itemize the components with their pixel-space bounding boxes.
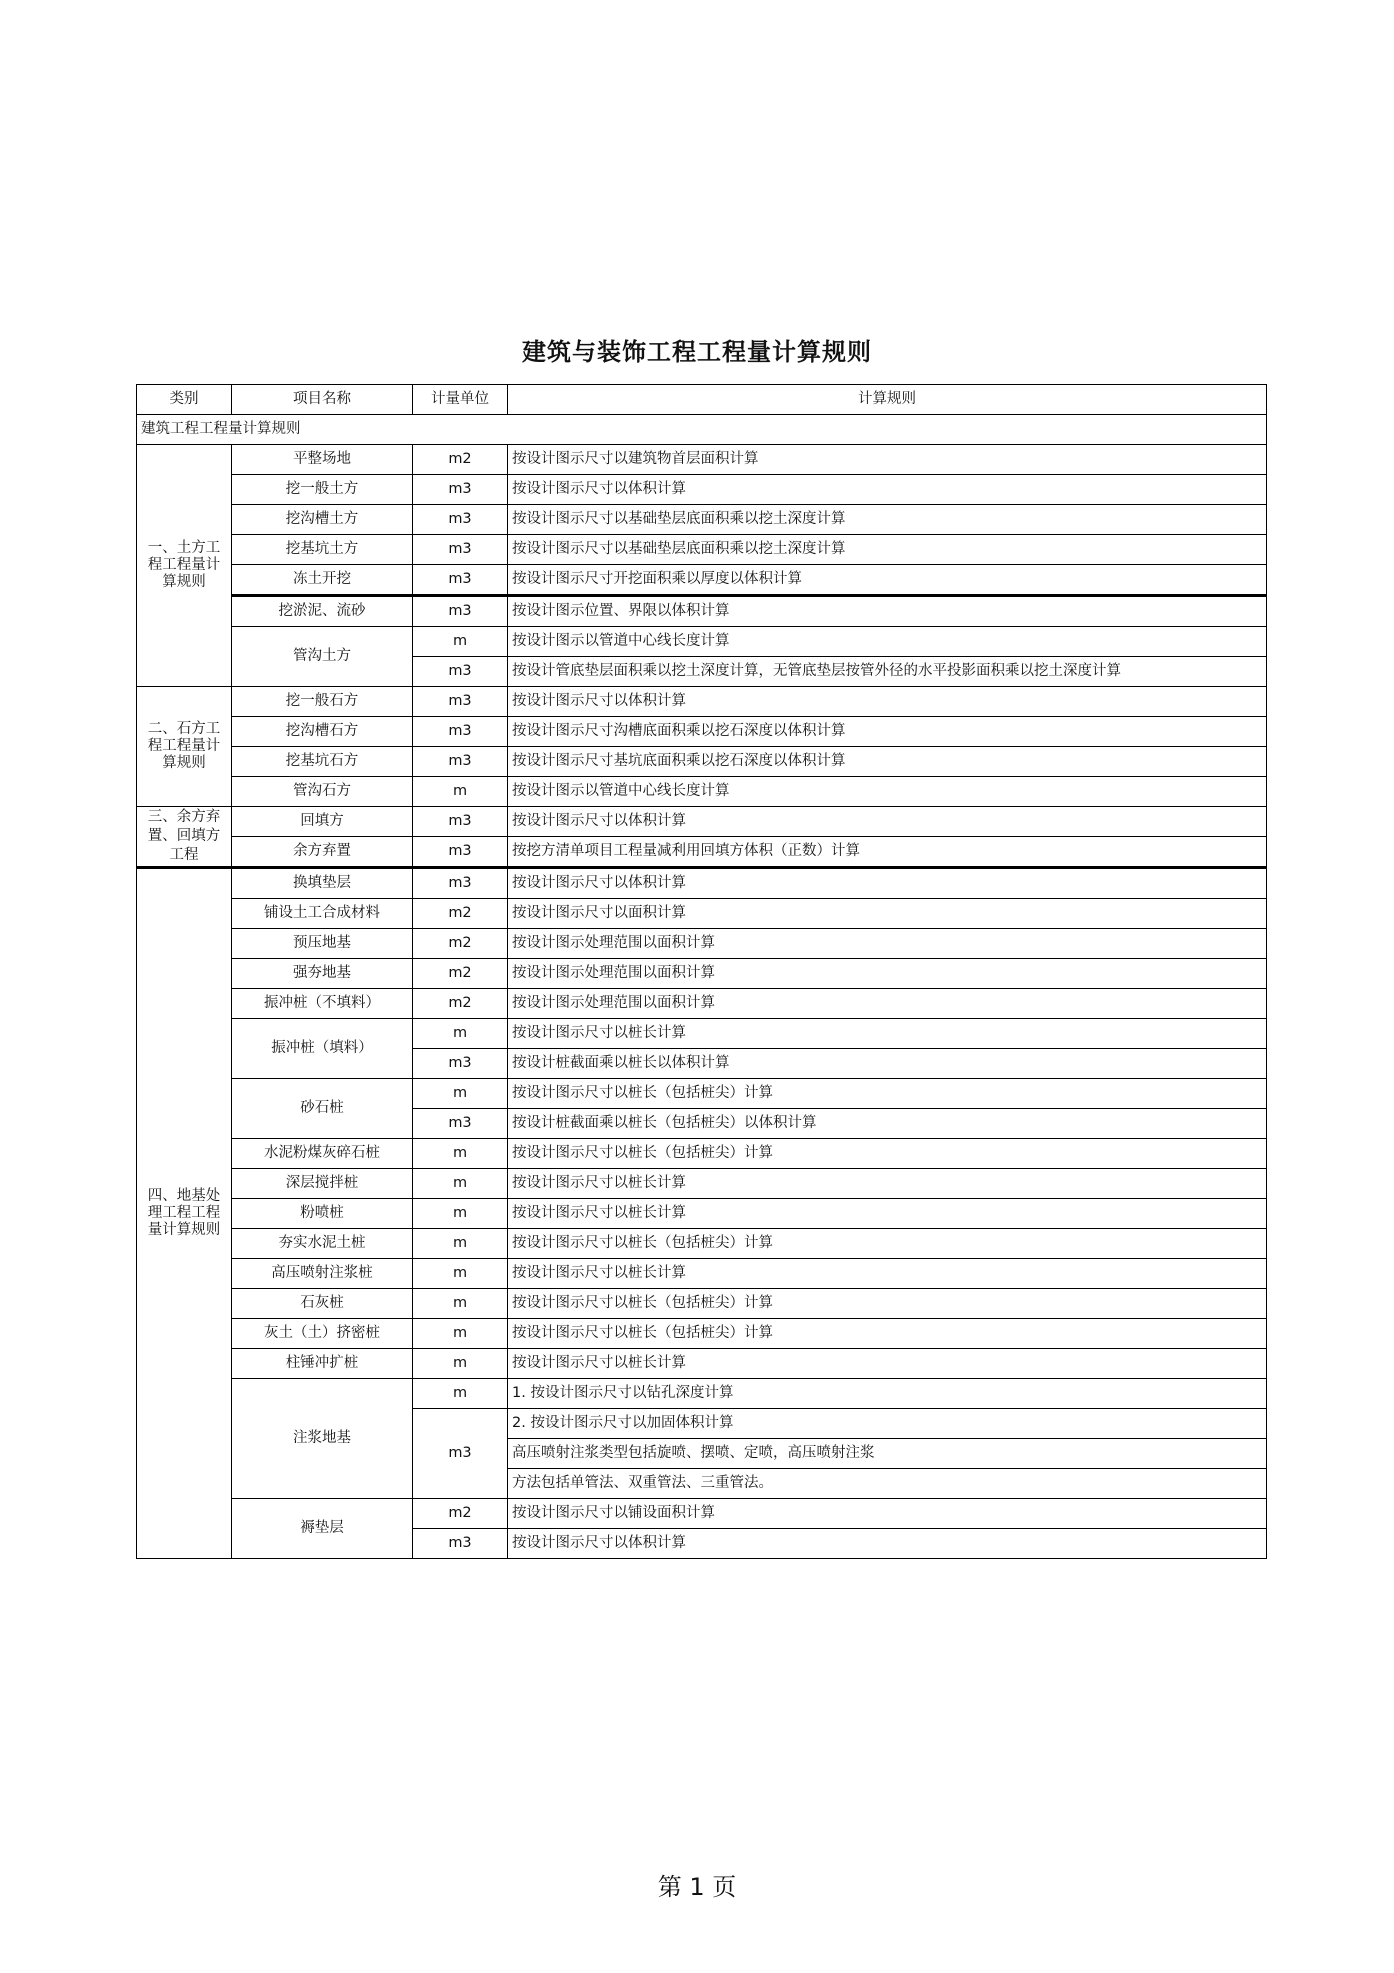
- header-rule: 计算规则: [508, 385, 1267, 415]
- table-row: [137, 777, 1267, 807]
- section-row: [137, 415, 1267, 445]
- table-row: [137, 505, 1267, 535]
- item-rule: 按设计图示尺寸以桩长（包括桩尖）计算: [508, 1319, 1267, 1349]
- item-rule: 高压喷射注浆类型包括旋喷、摆喷、定喷，高压喷射注浆: [508, 1439, 1267, 1469]
- item-name: 挖沟槽土方: [232, 505, 413, 535]
- item-name: 换填垫层: [232, 868, 413, 899]
- table-row: [137, 1169, 1267, 1199]
- item-rule: 按设计图示尺寸以体积计算: [508, 868, 1267, 899]
- item-unit: m: [413, 1079, 508, 1109]
- item-name: 挖基坑土方: [232, 535, 413, 565]
- item-name: 灰土（土）挤密桩: [232, 1319, 413, 1349]
- table-row: [137, 1079, 1267, 1109]
- item-rule: 按设计图示尺寸以桩长计算: [508, 1199, 1267, 1229]
- item-rule: 按设计图示处理范围以面积计算: [508, 929, 1267, 959]
- item-unit: m3: [413, 1049, 508, 1079]
- item-name: 高压喷射注浆桩: [232, 1259, 413, 1289]
- category-backfill: 三、余方弃置、回填方工程: [137, 807, 232, 868]
- table-row: [137, 747, 1267, 777]
- header-item-name: 项目名称: [232, 385, 413, 415]
- table-row: [137, 1229, 1267, 1259]
- table-row: [137, 959, 1267, 989]
- table-row: [137, 868, 1267, 899]
- item-rule: 按设计图示尺寸以桩长计算: [508, 1169, 1267, 1199]
- item-unit: m3: [413, 1409, 508, 1499]
- table-row: [137, 1499, 1267, 1529]
- item-name: 平整场地: [232, 445, 413, 475]
- item-name: 预压地基: [232, 929, 413, 959]
- item-rule: 按设计管底垫层面积乘以挖土深度计算，无管底垫层按管外径的水平投影面积乘以挖土深度计算: [508, 657, 1267, 687]
- item-rule: 1. 按设计图示尺寸以钻孔深度计算: [508, 1379, 1267, 1409]
- item-name: 管沟土方: [232, 627, 413, 687]
- item-unit: m3: [413, 868, 508, 899]
- item-name: 挖一般石方: [232, 687, 413, 717]
- item-name: 挖一般土方: [232, 475, 413, 505]
- item-name: 砂石桩: [232, 1079, 413, 1139]
- page-number: 第 1 页: [657, 1873, 737, 1901]
- item-unit: m3: [413, 837, 508, 868]
- item-unit: m: [413, 1349, 508, 1379]
- item-rule: 按设计图示尺寸以建筑物首层面积计算: [508, 445, 1267, 475]
- table-row: [137, 1349, 1267, 1379]
- item-rule: 按设计图示以管道中心线长度计算: [508, 777, 1267, 807]
- item-unit: m3: [413, 1109, 508, 1139]
- item-rule: 按设计图示尺寸以面积计算: [508, 899, 1267, 929]
- item-rule: 按设计图示尺寸以体积计算: [508, 687, 1267, 717]
- item-unit: m3: [413, 535, 508, 565]
- table-row: [137, 475, 1267, 505]
- item-rule: 方法包括单管法、双重管法、三重管法。: [508, 1469, 1267, 1499]
- item-unit: m: [413, 777, 508, 807]
- item-name: 挖淤泥、流砂: [232, 596, 413, 627]
- table-row: [137, 1019, 1267, 1049]
- table-row: [137, 535, 1267, 565]
- item-rule: 按设计图示尺寸以体积计算: [508, 1529, 1267, 1559]
- table-row: [137, 1199, 1267, 1229]
- item-rule: 按设计图示尺寸开挖面积乘以厚度以体积计算: [508, 565, 1267, 596]
- table-row: [137, 929, 1267, 959]
- rules-table: [136, 384, 1267, 1559]
- table-row: [137, 899, 1267, 929]
- item-rule: 按设计图示尺寸以桩长（包括桩尖）计算: [508, 1229, 1267, 1259]
- item-rule: 按设计桩截面乘以桩长（包括桩尖）以体积计算: [508, 1109, 1267, 1139]
- item-unit: m3: [413, 475, 508, 505]
- table-row: [137, 1379, 1267, 1409]
- header-unit: 计量单位: [413, 385, 508, 415]
- item-unit: m2: [413, 899, 508, 929]
- item-name: 余方弃置: [232, 837, 413, 868]
- item-rule: 按设计图示以管道中心线长度计算: [508, 627, 1267, 657]
- item-rule: 按设计图示尺寸以基础垫层底面积乘以挖土深度计算: [508, 505, 1267, 535]
- item-unit: m3: [413, 687, 508, 717]
- item-unit: m3: [413, 596, 508, 627]
- category-foundation: 四、地基处理工程工程量计算规则: [137, 868, 232, 1559]
- item-rule: 按设计图示尺寸以基础垫层底面积乘以挖土深度计算: [508, 535, 1267, 565]
- item-name: 夯实水泥土桩: [232, 1229, 413, 1259]
- item-name: 褥垫层: [232, 1499, 413, 1559]
- item-unit: m3: [413, 565, 508, 596]
- item-rule: 按设计图示尺寸以体积计算: [508, 807, 1267, 837]
- header-category: 类别: [137, 385, 232, 415]
- item-name: 注浆地基: [232, 1379, 413, 1499]
- table-row: [137, 989, 1267, 1019]
- item-unit: m: [413, 1019, 508, 1049]
- item-unit: m2: [413, 929, 508, 959]
- table-row: [137, 1289, 1267, 1319]
- item-name: 水泥粉煤灰碎石桩: [232, 1139, 413, 1169]
- item-unit: m: [413, 1379, 508, 1409]
- item-unit: m3: [413, 747, 508, 777]
- item-unit: m: [413, 1139, 508, 1169]
- item-rule: 按挖方清单项目工程量减利用回填方体积（正数）计算: [508, 837, 1267, 868]
- table-row: [137, 565, 1267, 596]
- item-name: 强夯地基: [232, 959, 413, 989]
- item-name: 石灰桩: [232, 1289, 413, 1319]
- item-rule: 2. 按设计图示尺寸以加固体积计算: [508, 1409, 1267, 1439]
- item-unit: m: [413, 1259, 508, 1289]
- item-name: 铺设土工合成材料: [232, 899, 413, 929]
- item-rule: 按设计图示尺寸以桩长计算: [508, 1259, 1267, 1289]
- item-unit: m3: [413, 505, 508, 535]
- item-name: 振冲桩（填料）: [232, 1019, 413, 1079]
- item-rule: 按设计图示位置、界限以体积计算: [508, 596, 1267, 627]
- item-rule: 按设计图示尺寸沟槽底面积乘以挖石深度以体积计算: [508, 717, 1267, 747]
- item-unit: m: [413, 1169, 508, 1199]
- table-row: [137, 1319, 1267, 1349]
- item-unit: m2: [413, 445, 508, 475]
- item-name: 振冲桩（不填料）: [232, 989, 413, 1019]
- item-unit: m3: [413, 1529, 508, 1559]
- item-rule: 按设计图示尺寸以桩长计算: [508, 1019, 1267, 1049]
- item-unit: m: [413, 1199, 508, 1229]
- item-rule: 按设计图示尺寸以桩长（包括桩尖）计算: [508, 1289, 1267, 1319]
- item-unit: m3: [413, 807, 508, 837]
- item-rule: 按设计桩截面乘以桩长以体积计算: [508, 1049, 1267, 1079]
- item-rule: 按设计图示处理范围以面积计算: [508, 989, 1267, 1019]
- item-unit: m: [413, 1289, 508, 1319]
- category-rockwork: 二、石方工程工程量计算规则: [137, 687, 232, 807]
- section-title: 建筑工程工程量计算规则: [137, 415, 1267, 445]
- item-rule: 按设计图示尺寸基坑底面积乘以挖石深度以体积计算: [508, 747, 1267, 777]
- table-row: [137, 687, 1267, 717]
- item-rule: 按设计图示尺寸以桩长计算: [508, 1349, 1267, 1379]
- table-row: [137, 837, 1267, 868]
- table-row: [137, 627, 1267, 657]
- item-unit: m2: [413, 989, 508, 1019]
- item-rule: 按设计图示处理范围以面积计算: [508, 959, 1267, 989]
- item-name: 管沟石方: [232, 777, 413, 807]
- item-unit: m2: [413, 1499, 508, 1529]
- item-name: 挖沟槽石方: [232, 717, 413, 747]
- table-header-row: [137, 385, 1267, 415]
- item-name: 冻土开挖: [232, 565, 413, 596]
- item-name: 回填方: [232, 807, 413, 837]
- item-name: 挖基坑石方: [232, 747, 413, 777]
- table-row: [137, 807, 1267, 837]
- item-rule: 按设计图示尺寸以体积计算: [508, 475, 1267, 505]
- item-unit: m: [413, 1229, 508, 1259]
- item-name: 粉喷桩: [232, 1199, 413, 1229]
- table-row: [137, 1259, 1267, 1289]
- item-name: 柱锤冲扩桩: [232, 1349, 413, 1379]
- item-rule: 按设计图示尺寸以桩长（包括桩尖）计算: [508, 1079, 1267, 1109]
- item-rule: 按设计图示尺寸以铺设面积计算: [508, 1499, 1267, 1529]
- item-unit: m: [413, 1319, 508, 1349]
- table-row: [137, 445, 1267, 475]
- document-title: 建筑与装饰工程工程量计算规则: [522, 338, 872, 366]
- item-unit: m: [413, 627, 508, 657]
- table-row: [137, 1139, 1267, 1169]
- item-name: 深层搅拌桩: [232, 1169, 413, 1199]
- item-rule: 按设计图示尺寸以桩长（包括桩尖）计算: [508, 1139, 1267, 1169]
- category-earthwork: 一、土方工程工程量计算规则: [137, 445, 232, 687]
- item-unit: m2: [413, 959, 508, 989]
- item-unit: m3: [413, 657, 508, 687]
- table-row: [137, 717, 1267, 747]
- table-row: [137, 596, 1267, 627]
- item-unit: m3: [413, 717, 508, 747]
